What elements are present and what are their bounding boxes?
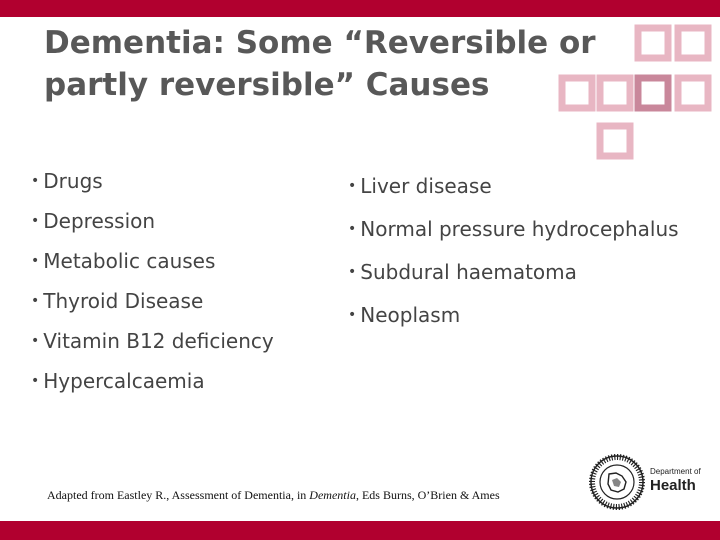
list-item-text: Normal pressure hydrocephalus: [360, 216, 679, 241]
bullet-icon: •: [31, 173, 40, 189]
government-western-australia-seal-icon: [589, 454, 645, 510]
bullet-icon: •: [31, 213, 40, 229]
top-brand-bar: [0, 0, 720, 17]
slide-title-line-2: partly reversible” Causes: [44, 67, 490, 103]
list-item: [348, 250, 679, 293]
list-item: [31, 241, 274, 281]
logo-department-line: Department of: [650, 467, 701, 476]
source-footnote: [47, 488, 500, 503]
slide-title: [44, 22, 624, 106]
bullet-icon: •: [31, 373, 40, 389]
bullet-icon: •: [348, 306, 357, 323]
logo-health-line: Health: [650, 477, 696, 494]
bottom-brand-bar: [0, 521, 720, 540]
footnote-italic: Dementia: [309, 488, 356, 502]
list-item-text: Depression: [43, 209, 156, 233]
list-item-text: Hypercalcaemia: [43, 369, 205, 393]
list-item-text: Liver disease: [360, 173, 492, 198]
list-item-text: Metabolic causes: [43, 249, 216, 273]
list-item-text: Vitamin B12 deficiency: [43, 329, 274, 353]
bullet-icon: •: [348, 220, 357, 237]
bullet-icon: •: [348, 177, 357, 194]
list-item: [31, 281, 274, 321]
bullet-icon: •: [31, 333, 40, 349]
list-item: [31, 361, 274, 401]
bullet-icon: •: [31, 253, 40, 269]
decorative-squares-icon: [552, 22, 720, 166]
footnote-suffix: , Eds Burns, O’Brien & Ames: [355, 488, 500, 502]
list-item: [31, 161, 274, 201]
bullet-list-left: [31, 161, 274, 401]
bullet-icon: •: [348, 263, 357, 280]
department-of-health-logo: [650, 468, 701, 493]
list-item: [348, 164, 679, 207]
bullet-list-right: [348, 164, 679, 336]
list-item-text: Drugs: [43, 169, 103, 193]
list-item-text: Subdural haematoma: [360, 259, 577, 284]
list-item: [348, 207, 679, 250]
list-item-text: Thyroid Disease: [43, 289, 204, 313]
list-item: [31, 321, 274, 361]
list-item-text: Neoplasm: [360, 302, 461, 327]
list-item: [31, 201, 274, 241]
footnote-prefix: Adapted from Eastley R., Assessment of Dementia, in: [47, 488, 310, 502]
list-item: [348, 293, 679, 336]
slide-title-line-1: Dementia: Some “Reversible or: [44, 25, 596, 61]
bullet-icon: •: [31, 293, 40, 309]
